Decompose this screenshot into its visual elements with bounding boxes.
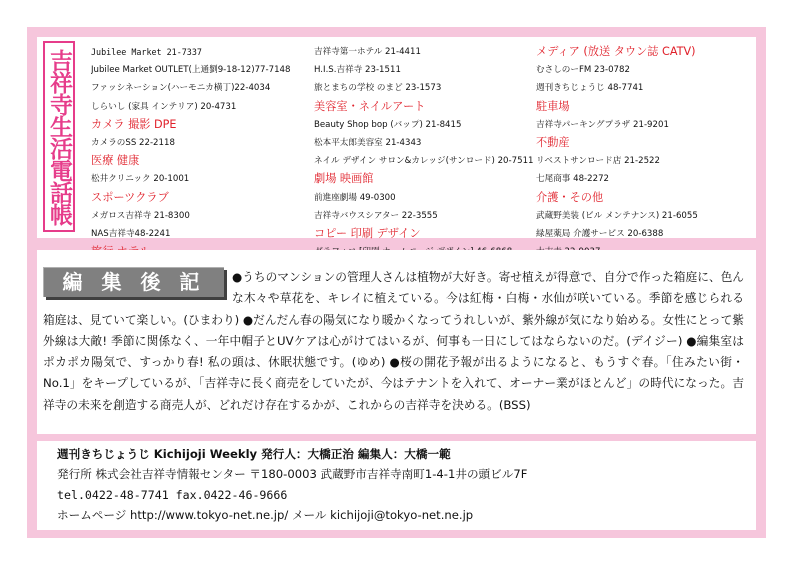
directory-title-box (43, 41, 75, 232)
editorial-body: ●うちのマンションの管理人さんは植物が大好き。寄せ植えが得意で、自分で作った箱庭に、色んな木々や草花を、キレイに植えている。今は紅梅・白梅・水仙が咲いている。季節を感じられる箱庭は、見ていて楽しい。(ひまわり) ●だんだん春の陽気になり暖かくなってうれしいが、紫外線が気になり始める。女性にとって紫外線は大敵! 季節に関係なく、一年中帽子とUVケアは心がけてはいるが、何事も一日にしてはならないのだ。(デイジー) ●編集室はポカポカ陽気で、すっかり春! 私の頭は、休眠状態です。(ゆめ) ●桜の開花予報が出るようになると、もうすぐ春。「住みたい街・No.1」をキープしているが、「吉祥寺に長く商売をしていたが、今はテナントを入れて、オーナー業がほとんど」の時代になった。吉祥寺の未来を創造する商売人が、どれだけ存在するかが、これからの吉祥寺を決める。(BSS) (43, 270, 744, 412)
directory-entry: カメラのSS 22-2118 (91, 137, 175, 148)
directory-entry: 前進座劇場 49-0300 (314, 192, 396, 203)
directory-entry: Jubilee Market 21-7337 (91, 47, 202, 57)
directory-entry: しらいし (家具 インテリア) 20-4731 (91, 101, 237, 112)
directory-entry: むさしのーFM 23-0782 (536, 65, 630, 76)
directory-entry: 武蔵野美装 (ビル メンテナンス) 21-6055 (536, 210, 698, 221)
directory-category: コピー 印刷 デザイン (314, 226, 421, 240)
directory-entry: 週刊きちじょうじ 48-7741 (536, 83, 644, 94)
directory-entry: ファッシネーション(ハーモニカ横丁)22-4034 (91, 83, 271, 94)
directory-entry: メガロス吉祥寺 21-8300 (91, 210, 190, 221)
directory-entry: H.I.S.吉祥寺 23-1511 (314, 65, 401, 76)
colophon-phone-fax: tel.0422-48-7741 fax.0422-46-9666 (57, 487, 288, 502)
directory-category: 駐車場 (536, 99, 570, 113)
directory-category: カメラ 撮影 DPE (91, 117, 177, 131)
colophon-publisher-address: 発行所 株式会社吉祥寺情報センター 〒180-0003 武蔵野市吉祥寺南町1-4-1井の頭ビル7F (57, 467, 528, 482)
directory-category: スポーツクラブ (91, 190, 169, 204)
directory-entry: 吉祥寺パーキングプラザ 21-9201 (536, 119, 669, 130)
directory-category: 不動産 (536, 135, 570, 149)
directory-entry: Jubilee Market OUTLET(上通劉9-18-12)77-7148 (91, 65, 291, 76)
directory-entry: 緑屋薬局 介護サービス 20-6388 (536, 228, 664, 239)
directory-entry: 松本平太郎美容室 21-4343 (314, 137, 422, 148)
directory-column-2 (314, 43, 534, 261)
directory-entry: 吉祥寺第一ホテル 21-4411 (314, 47, 421, 57)
editorial-notes (37, 250, 756, 434)
colophon (37, 441, 756, 530)
directory-category: 美容室・ネイルアート (314, 99, 426, 113)
directory-category: 劇場 映画館 (314, 172, 374, 186)
colophon-web-mail: ホームページ http://www.tokyo-net.ne.jp/ メール kichijoji@tokyo-net.ne.jp (57, 508, 474, 523)
directory-entry: 吉祥寺バウスシアター 22-3555 (314, 210, 438, 221)
directory-category: 介護・その他 (536, 190, 604, 204)
directory-entry: リベストサンロード店 21-2522 (536, 156, 660, 167)
editorial-heading-box (43, 267, 224, 297)
directory-column-3 (536, 43, 698, 261)
directory-column-1 (91, 43, 291, 261)
directory-entry: Beauty Shop bop (バップ) 21-8415 (314, 119, 462, 130)
editorial-body-wrapper (43, 267, 744, 416)
editorial-heading: 編 集 後 記 (62, 269, 206, 294)
directory-entry: 七尾商事 48-2272 (536, 174, 610, 185)
phone-directory (37, 37, 756, 238)
directory-entry: 松井クリニック 20-1001 (91, 174, 190, 185)
directory-entry: NAS吉祥寺48-2241 (91, 228, 171, 239)
directory-category: メディア (放送 タウン誌 CATV) (536, 45, 696, 58)
colophon-lines (57, 444, 527, 526)
directory-category: 医療 健康 (91, 154, 140, 168)
directory-entry: ネイル デザイン サロン&カレッジ(サンロード) 20-7511 (314, 156, 534, 167)
directory-entry: 旅とまちの学校 のまど 23-1573 (314, 83, 442, 94)
colophon-publication: 週刊きちじょうじ Kichijoji Weekly 発行人：大橋正治 編集人：大橋一範 (57, 447, 451, 461)
directory-title: 吉祥寺生活電話帳 (46, 48, 72, 225)
